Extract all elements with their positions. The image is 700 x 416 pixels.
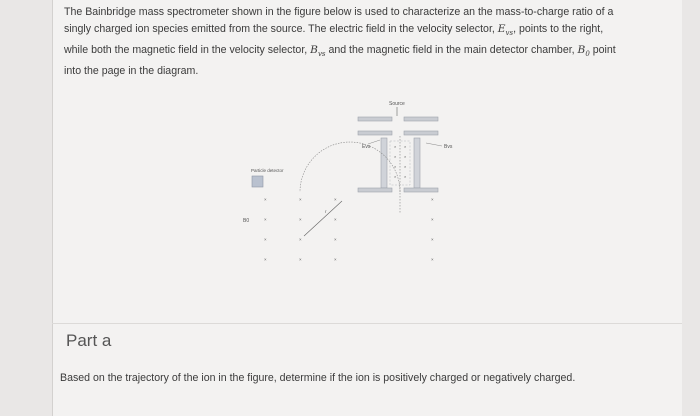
radius-label: r [325, 209, 327, 214]
source-label: Source [389, 101, 405, 107]
part-heading: Part a [66, 331, 112, 350]
top-plate-right [404, 117, 438, 121]
intro-text-2: , points to the right, while both the magnetic field in the velocity selector, [64, 23, 604, 57]
svg-text:×: × [334, 257, 337, 262]
evs-arrow [368, 140, 380, 144]
svg-text:×: × [264, 217, 267, 222]
svg-text:×: × [394, 174, 397, 179]
b0-label: B0 [243, 218, 250, 224]
svg-text:×: × [431, 257, 434, 262]
svg-text:×: × [431, 197, 434, 202]
svg-text:×: × [264, 257, 267, 262]
e-vs-symbol: $E_{vs}$ [497, 23, 514, 38]
svg-text:×: × [394, 144, 397, 149]
b-vs-symbol: $B_{vs}$ [310, 44, 326, 59]
bvs-arrow [426, 143, 442, 146]
particle-detector [252, 176, 263, 187]
svg-text:×: × [264, 197, 267, 202]
top-plate-left [358, 117, 392, 121]
svg-text:×: × [404, 164, 407, 169]
svg-text:×: × [334, 237, 337, 242]
intro-text-3: and the magnetic field in the main detector chamber, [325, 44, 578, 57]
detector-label: Particle detector [251, 168, 284, 173]
svg-text:×: × [404, 144, 407, 149]
svg-text:×: × [394, 154, 397, 159]
svg-text:×: × [334, 197, 337, 202]
selector-plate-right [414, 138, 420, 188]
chamber-field-marks [264, 197, 434, 262]
svg-text:×: × [394, 164, 397, 169]
intro-text-1: The Bainbridge mass spectrometer shown in the figure below is used to characterize an the mass-to-charge ratio of a singly charged ion species emitted from the source. The electric field in the velocity selector, [64, 6, 614, 35]
lower-slit-right [404, 188, 438, 192]
svg-text:×: × [299, 237, 302, 242]
intro-text-4: point into the page in the diagram. [64, 44, 616, 78]
upper-slit-right [404, 131, 438, 135]
svg-text:×: × [299, 197, 302, 202]
spectrometer-figure [218, 96, 478, 286]
svg-text:×: × [431, 237, 434, 242]
selector-field-marks [394, 144, 407, 179]
svg-text:×: × [299, 257, 302, 262]
b-0-symbol: $B_0$ [577, 44, 590, 59]
problem-intro [64, 4, 624, 80]
selector-plate-left [381, 138, 387, 188]
evs-label: Evs [362, 144, 371, 150]
svg-text:×: × [299, 217, 302, 222]
svg-text:×: × [431, 217, 434, 222]
svg-text:×: × [404, 154, 407, 159]
lower-slit-left [358, 188, 392, 192]
svg-text:×: × [334, 217, 337, 222]
section-divider [52, 323, 682, 324]
spectrometer-diagram [218, 96, 478, 286]
upper-slit-left [358, 131, 392, 135]
svg-text:×: × [264, 237, 267, 242]
part-a-question: Based on the trajectory of the ion in the figure, determine if the ion is positively charged or negatively charged. [60, 372, 576, 384]
bvs-label: Bvs [444, 144, 453, 150]
svg-text:×: × [404, 174, 407, 179]
